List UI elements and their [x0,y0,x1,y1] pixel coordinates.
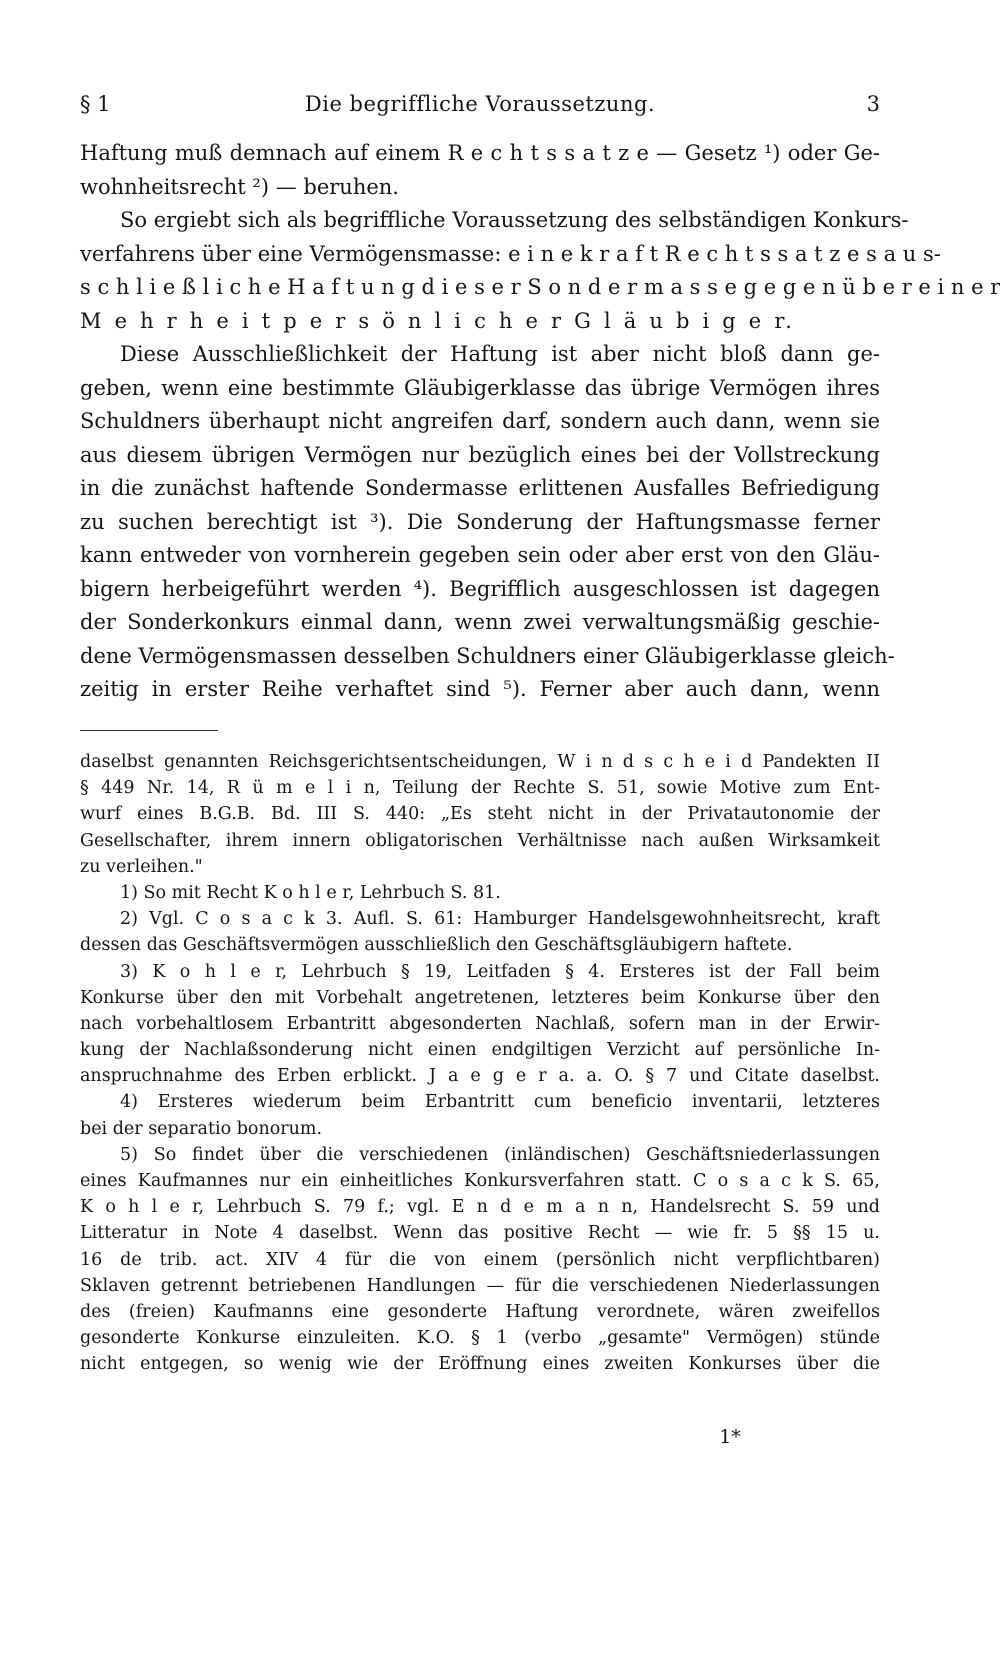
footnote-line: gesonderte Konkurse einzuleiten. K.O. § 1 (verbo „gesamte" Vermögen) stünde [80,1328,880,1349]
footnote-line: 16 de trib. act. XIV 4 für die von einem (persönlich nicht verpflichtbaren) [80,1249,880,1270]
footnote-line: dessen das Geschäftsvermögen ausschließlich den Geschäftsgläubigern haftete. [80,935,793,956]
section-mark: § 1 [80,92,111,116]
main-line: zu suchen berechtigt ist ³). Die Sonderung der Haftungsmasse ferner [80,509,880,534]
main-line: aus diesem übrigen Vermögen nur bezüglich eines bei der Vollstreckung [80,442,880,467]
footnote-line: Konkurse über den mit Vorbehalt angetretenen, letzteres beim Konkurse über den [80,987,880,1008]
footnote-4: 4) Ersteres wiederum beim Erbantritt cum beneficio inventarii, letzteres [120,1092,880,1113]
main-line: Haftung muß demnach auf einem R e c h t s s a t z e — Gesetz ¹) oder Ge- [80,141,880,165]
main-line: kann entweder von vornherein gegeben sein oder aber erst von den Gläu- [80,543,880,567]
main-line: wohnheitsrecht ²) — beruhen. [80,174,399,199]
main-line: So ergiebt sich als begriffliche Voraussetzung des selbständigen Konkurs- [120,208,909,232]
footnote-line: eines Kaufmannes nur ein einheitliches Konkursverfahren statt. C o s a c k S. 65, [80,1171,880,1191]
footnote-5: 5) So findet über die verschiedenen (inländischen) Geschäftsniederlassungen [120,1144,880,1165]
main-line: Schuldners überhaupt nicht angreifen darf, sondern auch dann, wenn sie [80,409,880,433]
footnote-line: Gesellschafter, ihrem innern obligatorischen Verhältnisse nach außen Wirksamkeit [80,830,880,851]
footnote-line: zu verleihen." [80,856,203,877]
main-text [80,137,1000,707]
footnote-line: Sklaven getrennt betriebenen Handlungen — für die verschiedenen Niederlassungen [80,1275,880,1296]
footnote-line: K o h l e r, Lehrbuch S. 79 f.; vgl. E n d e m a n n, Handelsrecht S. 59 und [80,1197,880,1218]
footnote-line: anspruchnahme des Erben erblickt. J a e g e r a. a. O. § 7 und Citate daselbst. [80,1066,880,1087]
main-line: zeitig in erster Reihe verhaftet sind ⁵). Ferner aber auch dann, wenn [80,677,880,701]
footnote-2: 2) Vgl. C o s a c k 3. Aufl. S. 61: Hamburger Handelsgewohnheitsrecht, kraft [120,909,880,930]
main-line: s c h l i e ß l i c h e H a f t u n g d i e s e r S o n d e r m a s s e g e g e n ü b e r e i n e r [80,275,1000,299]
footnote-line: Litteratur in Note 4 daselbst. Wenn das positive Recht — wie fr. 5 §§ 15 u. [80,1223,880,1244]
main-line: in die zunächst haftende Sondermasse erlittenen Ausfalles Befriedigung [80,476,880,500]
main-line: verfahrens über eine Vermögensmasse: e i n e k r a f t R e c h t s s a t z e s a u s- [80,241,941,266]
footnote-line: bei der separatio bonorum. [80,1118,323,1139]
footnote-line: daselbst genannten Reichsgerichtsentscheidungen, W i n d s c h e i d Pandekten II [80,752,880,772]
footnote-line: § 449 Nr. 14, R ü m e l i n, Teilung der Rechte S. 51, sowie Motive zum Ent- [80,778,880,799]
footnote-line: des (freien) Kaufmanns eine gesonderte Haftung verordnete, wären zweifellos [80,1301,880,1322]
signature-mark: 1* [719,1426,741,1448]
main-line: bigern herbeigeführt werden ⁴). Begrifflich ausgeschlossen ist dagegen [80,576,880,601]
main-line: geben, wenn eine bestimmte Gläubigerklasse das übrige Vermögen ihres [80,375,880,400]
footnote-line: nicht entgegen, so wenig wie der Eröffnung eines zweiten Konkurses über die [80,1354,880,1375]
main-line: M e h r h e i t p e r s ö n l i c h e r G l ä u b i g e r. [80,308,796,333]
footnote-line: kung der Nachlaßsonderung nicht einen endgiltigen Verzicht auf persönliche In- [80,1040,880,1061]
footnote-line: nach vorbehaltlosem Erbantritt abgesonderten Nachlaß, sofern man in der Erwir- [80,1013,880,1034]
running-title: Die begriffliche Voraussetzung. [304,92,656,116]
footnote-3: 3) K o h l e r, Lehrbuch § 19, Leitfaden § 4. Ersteres ist der Fall beim [120,961,880,982]
page-number: 3 [866,92,880,116]
footnote-1: 1) So mit Recht K o h l e r, Lehrbuch S. 81. [120,882,501,903]
main-line: dene Vermögensmassen desselben Schuldners einer Gläubigerklasse gleich- [80,643,895,668]
footnote-line: wurf eines B.G.B. Bd. III S. 440: „Es steht nicht in der Privatautonomie der [80,804,880,825]
running-head [80,90,880,118]
footnote-rule [80,730,218,731]
main-line: der Sonderkonkurs einmal dann, wenn zwei verwaltungsmäßig geschie- [80,610,880,634]
main-line: Diese Ausschließlichkeit der Haftung ist aber nicht bloß dann ge- [120,342,880,366]
footnotes [80,749,880,1378]
